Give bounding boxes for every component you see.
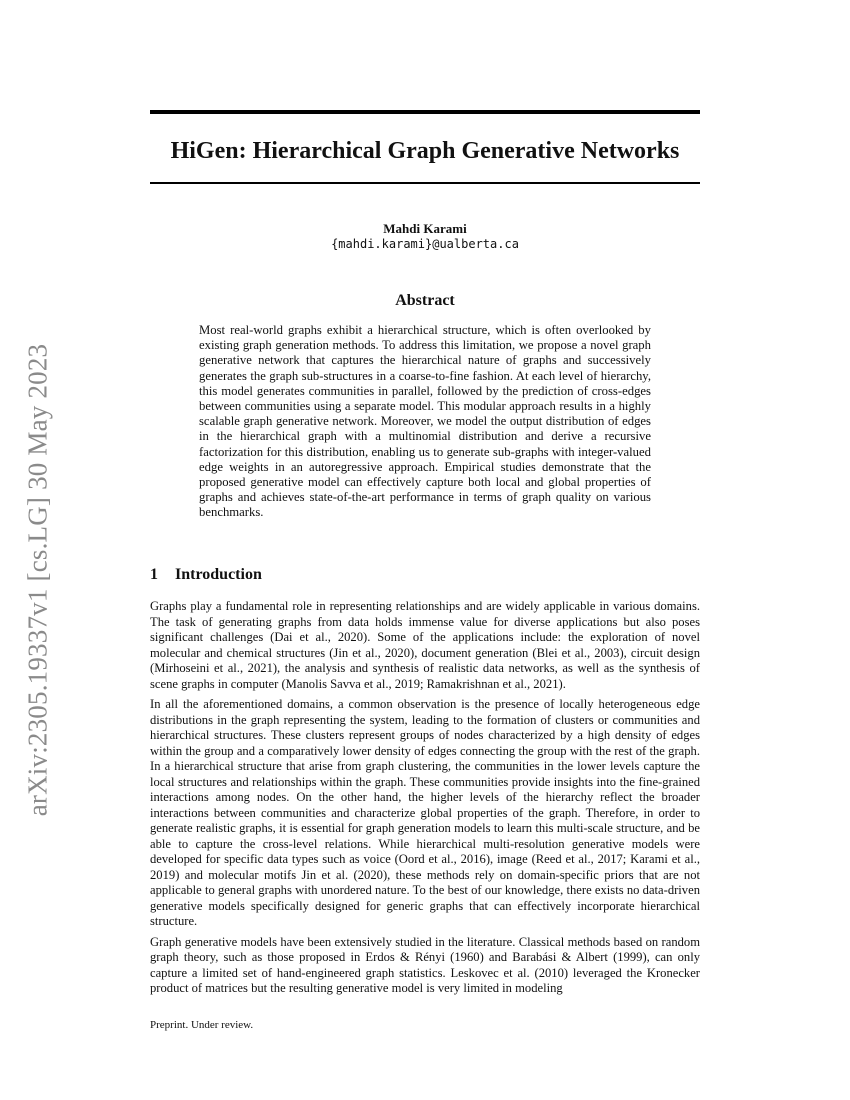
paragraph: In all the aforementioned domains, a common observation is the presence of locally heterogeneous edge distributions in the graph representing the system, leading to the formation of clusters or communities and hierarchical structures. These clusters represent groups of nodes characterized by a high density of edges within the group and a comparatively lower density of edges connecting the group with the rest of the graph. In a hierarchical structure that arise from graph clustering, the communities in the lower levels capture the local structures and relationships within the graph. These communities provide insights into the fine-grained interactions among nodes. On the other hand, the higher levels of the hierarchy reflect the broader interactions between communities and characterize global properties of the graph. Therefore, in order to generate realistic graphs, it is essential for graph generation models to learn this multi-scale structure, and be able to capture the cross-level relations. While hierarchical multi-resolution generative models were developed for specific data types such as voice (Oord et al., 2016), image (Reed et al., 2017; Karami et al., 2019) and molecular motifs Jin et al. (2020), these methods rely on domain-specific priors that are not applicable to general graphs with unordered nature. To the best of our knowledge, there exists no data-driven generative models specifically designed for generic graphs that can effectively incorporate hierarchical structure. (150, 697, 700, 928)
paper-title: HiGen: Hierarchical Graph Generative Networks (170, 138, 680, 164)
section-heading-introduction (150, 565, 700, 585)
introduction-body (150, 599, 700, 1002)
abstract-heading: Abstract (395, 292, 455, 309)
paragraph: Graph generative models have been extensively studied in the literature. Classical methods based on random graph theory, such as those proposed in Erdos & Rényi (1960) and Barabási & Albert (1999), can only capture a limited set of hand-engineered graph statistics. Leskovec et al. (2010) leveraged the Kronecker product of matrices but the resulting generative model is very limited in modeling (150, 934, 700, 995)
author-name: Mahdi Karami (383, 221, 467, 236)
abstract-text: Most real-world graphs exhibit a hierarchical structure, which is often overlooked by existing graph generation methods. To address this limitation, we propose a novel graph generative network that captures the hierarchical nature of graphs and successively generates the graph sub-structures in a coarse-to-fine fashion. At each level of hierarchy, this model generates communities in parallel, followed by the prediction of cross-edges between communities using a separate model. This modular approach results in a highly scalable graph generative network. Moreover, we model the output distribution of edges in the hierarchical graph with a multinomial distribution and derive a recursive factorization for this distribution, enabling us to generate sub-graphs with integer-valued edge weights in an autoregressive approach. Empirical studies demonstrate that the proposed generative model can effectively capture both local and global properties of graphs and achieves state-of-the-art performance in terms of graph quality on various benchmarks. (199, 323, 651, 520)
footer-note: Preprint. Under review. (150, 1019, 254, 1031)
title-bottom-rule (150, 182, 700, 184)
section-title: Introduction (175, 566, 262, 583)
paragraph: Graphs play a fundamental role in representing relationships and are widely applicable in various domains. The task of generating graphs from data holds immense value for diverse applications but also poses significant challenges (Dai et al., 2020). Some of the applications include: the exploration of novel molecular and chemical structures (Jin et al., 2020), document generation (Blei et al., 2003), circuit design (Mirhoseini et al., 2021), the analysis and synthesis of realistic data networks, as well as the synthesis of scene graphs in computer (Manolis Savva et al., 2019; Ramakrishnan et al., 2021). (150, 599, 700, 691)
title-top-rule (150, 110, 700, 114)
arxiv-identifier: arXiv:2305.19337v1 [cs.LG] 30 May 2023 (22, 343, 53, 817)
author-email: {mahdi.karami}@ualberta.ca (331, 237, 519, 251)
section-number: 1 (150, 566, 158, 583)
